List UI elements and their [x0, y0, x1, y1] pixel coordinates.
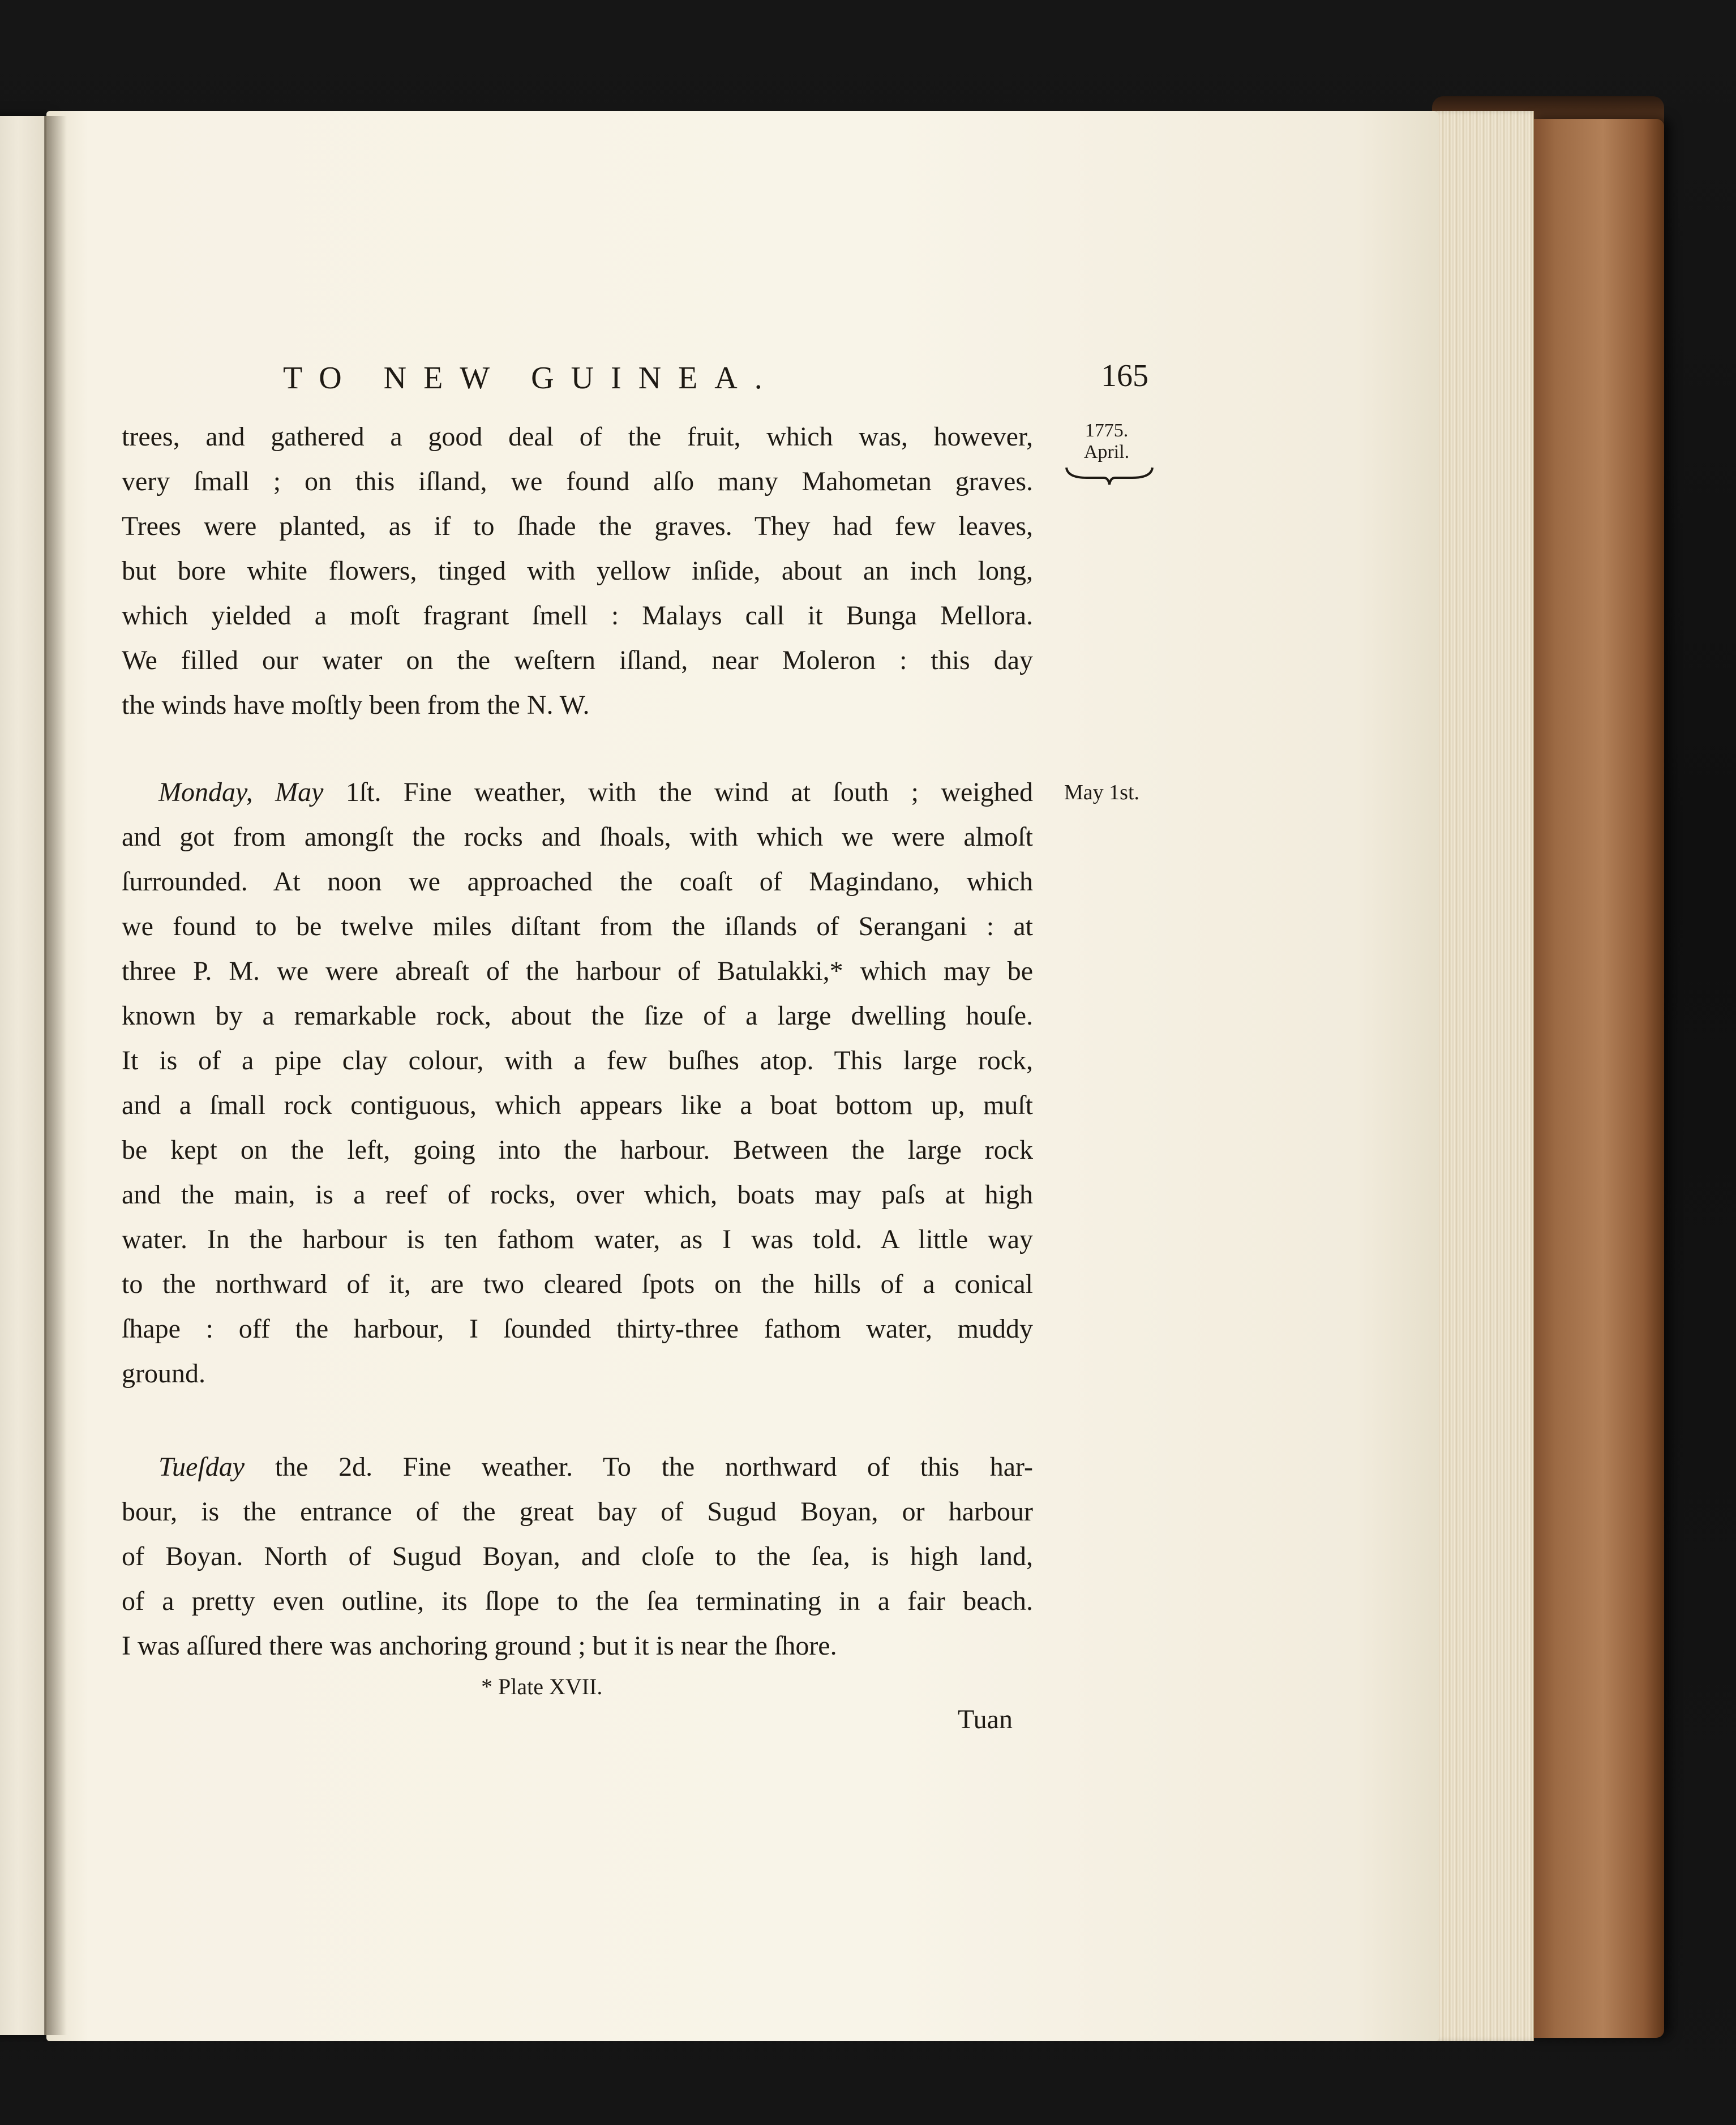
paragraph-2	[122, 770, 1033, 1396]
text-line: be kept on the left, going into the harbour. Between the large rock	[122, 1135, 1033, 1165]
line-text: the 2d. Fine weather. To the northward of this har-	[245, 1452, 1033, 1482]
text-line: very ſmall ; on this iſland, we found alſo many Mahometan graves.	[122, 466, 1033, 496]
footnote: * Plate XVII.	[481, 1674, 603, 1699]
text-line: trees, and gathered a good deal of the fruit, which was, however,	[122, 422, 1033, 452]
paragraph-1	[122, 414, 1033, 727]
text-line: and the main, is a reef of rocks, over which, boats may paſs at high	[122, 1180, 1033, 1210]
text-line: It is of a pipe clay colour, with a few buſhes atop. This large rock,	[122, 1046, 1033, 1076]
text-line: Trees were planted, as if to ſhade the graves. They had few leaves,	[122, 511, 1033, 541]
text-line: ſurrounded. At noon we approached the coaſt of Magindano, which	[122, 867, 1033, 897]
text-line	[122, 1445, 1033, 1489]
text-line: I was aſſured there was anchoring ground ; but it is near the ſhore.	[122, 1631, 837, 1661]
margin-date-may: May 1st.	[1064, 781, 1139, 804]
leather-cover	[1528, 119, 1664, 2038]
running-head: TO NEW GUINEA.	[283, 361, 779, 396]
margin-date-note	[1078, 420, 1135, 463]
text-line: of a pretty even outline, its ſlope to the ſea terminating in a fair beach.	[122, 1586, 1033, 1616]
facing-page-edge	[0, 116, 47, 2035]
text-line: ſhape : off the harbour, I ſounded thirty-three fathom water, muddy	[122, 1314, 1033, 1344]
text-line: three P. M. we were abreaſt of the harbour of Batulakki,* which may be	[122, 956, 1033, 986]
brace-icon	[1064, 465, 1155, 486]
paragraph-3	[122, 1445, 1033, 1668]
gutter-shadow	[44, 116, 67, 2035]
text-line: and a ſmall rock contiguous, which appears like a boat bottom up, muſt	[122, 1090, 1033, 1120]
catchword: Tuan	[958, 1704, 1013, 1734]
text-line: which yielded a moſt fragrant ſmell : Malays call it Bunga Mellora.	[122, 601, 1033, 631]
margin-year: 1775.	[1085, 420, 1129, 441]
page-number: 165	[1101, 358, 1148, 393]
text-line: We filled our water on the weſtern iſland, near Moleron : this day	[122, 645, 1033, 675]
margin-month: April.	[1083, 442, 1130, 462]
text-line: to the northward of it, are two cleared ſpots on the hills of a conical	[122, 1269, 1033, 1299]
text-line: known by a remarkable rock, about the ſize of a large dwelling houſe.	[122, 1001, 1033, 1031]
text-line	[122, 770, 1033, 815]
text-line: and got from amongſt the rocks and ſhoals, with which we were almoſt	[122, 822, 1033, 852]
text-line: but bore white flowers, tinged with yellow inſide, about an inch long,	[122, 556, 1033, 586]
text-line: we found to be twelve miles diſtant from the iſlands of Serangani : at	[122, 911, 1033, 941]
line-text: 1ſt. Fine weather, with the wind at ſouth ; weighed	[323, 777, 1033, 807]
text-line: bour, is the entrance of the great bay of Sugud Boyan, or harbour	[122, 1497, 1033, 1527]
page-stack-edges	[1431, 111, 1534, 2041]
text-line: ground.	[122, 1359, 205, 1389]
italic-day-label: Monday, May	[158, 777, 324, 807]
text-line: the winds have moſtly been from the N. W.	[122, 690, 590, 720]
text-line: water. In the harbour is ten fathom water, as I was told. A little way	[122, 1224, 1033, 1254]
italic-day-label: Tueſday	[158, 1452, 245, 1482]
text-line: of Boyan. North of Sugud Boyan, and cloſe to the ſea, is high land,	[122, 1541, 1033, 1571]
